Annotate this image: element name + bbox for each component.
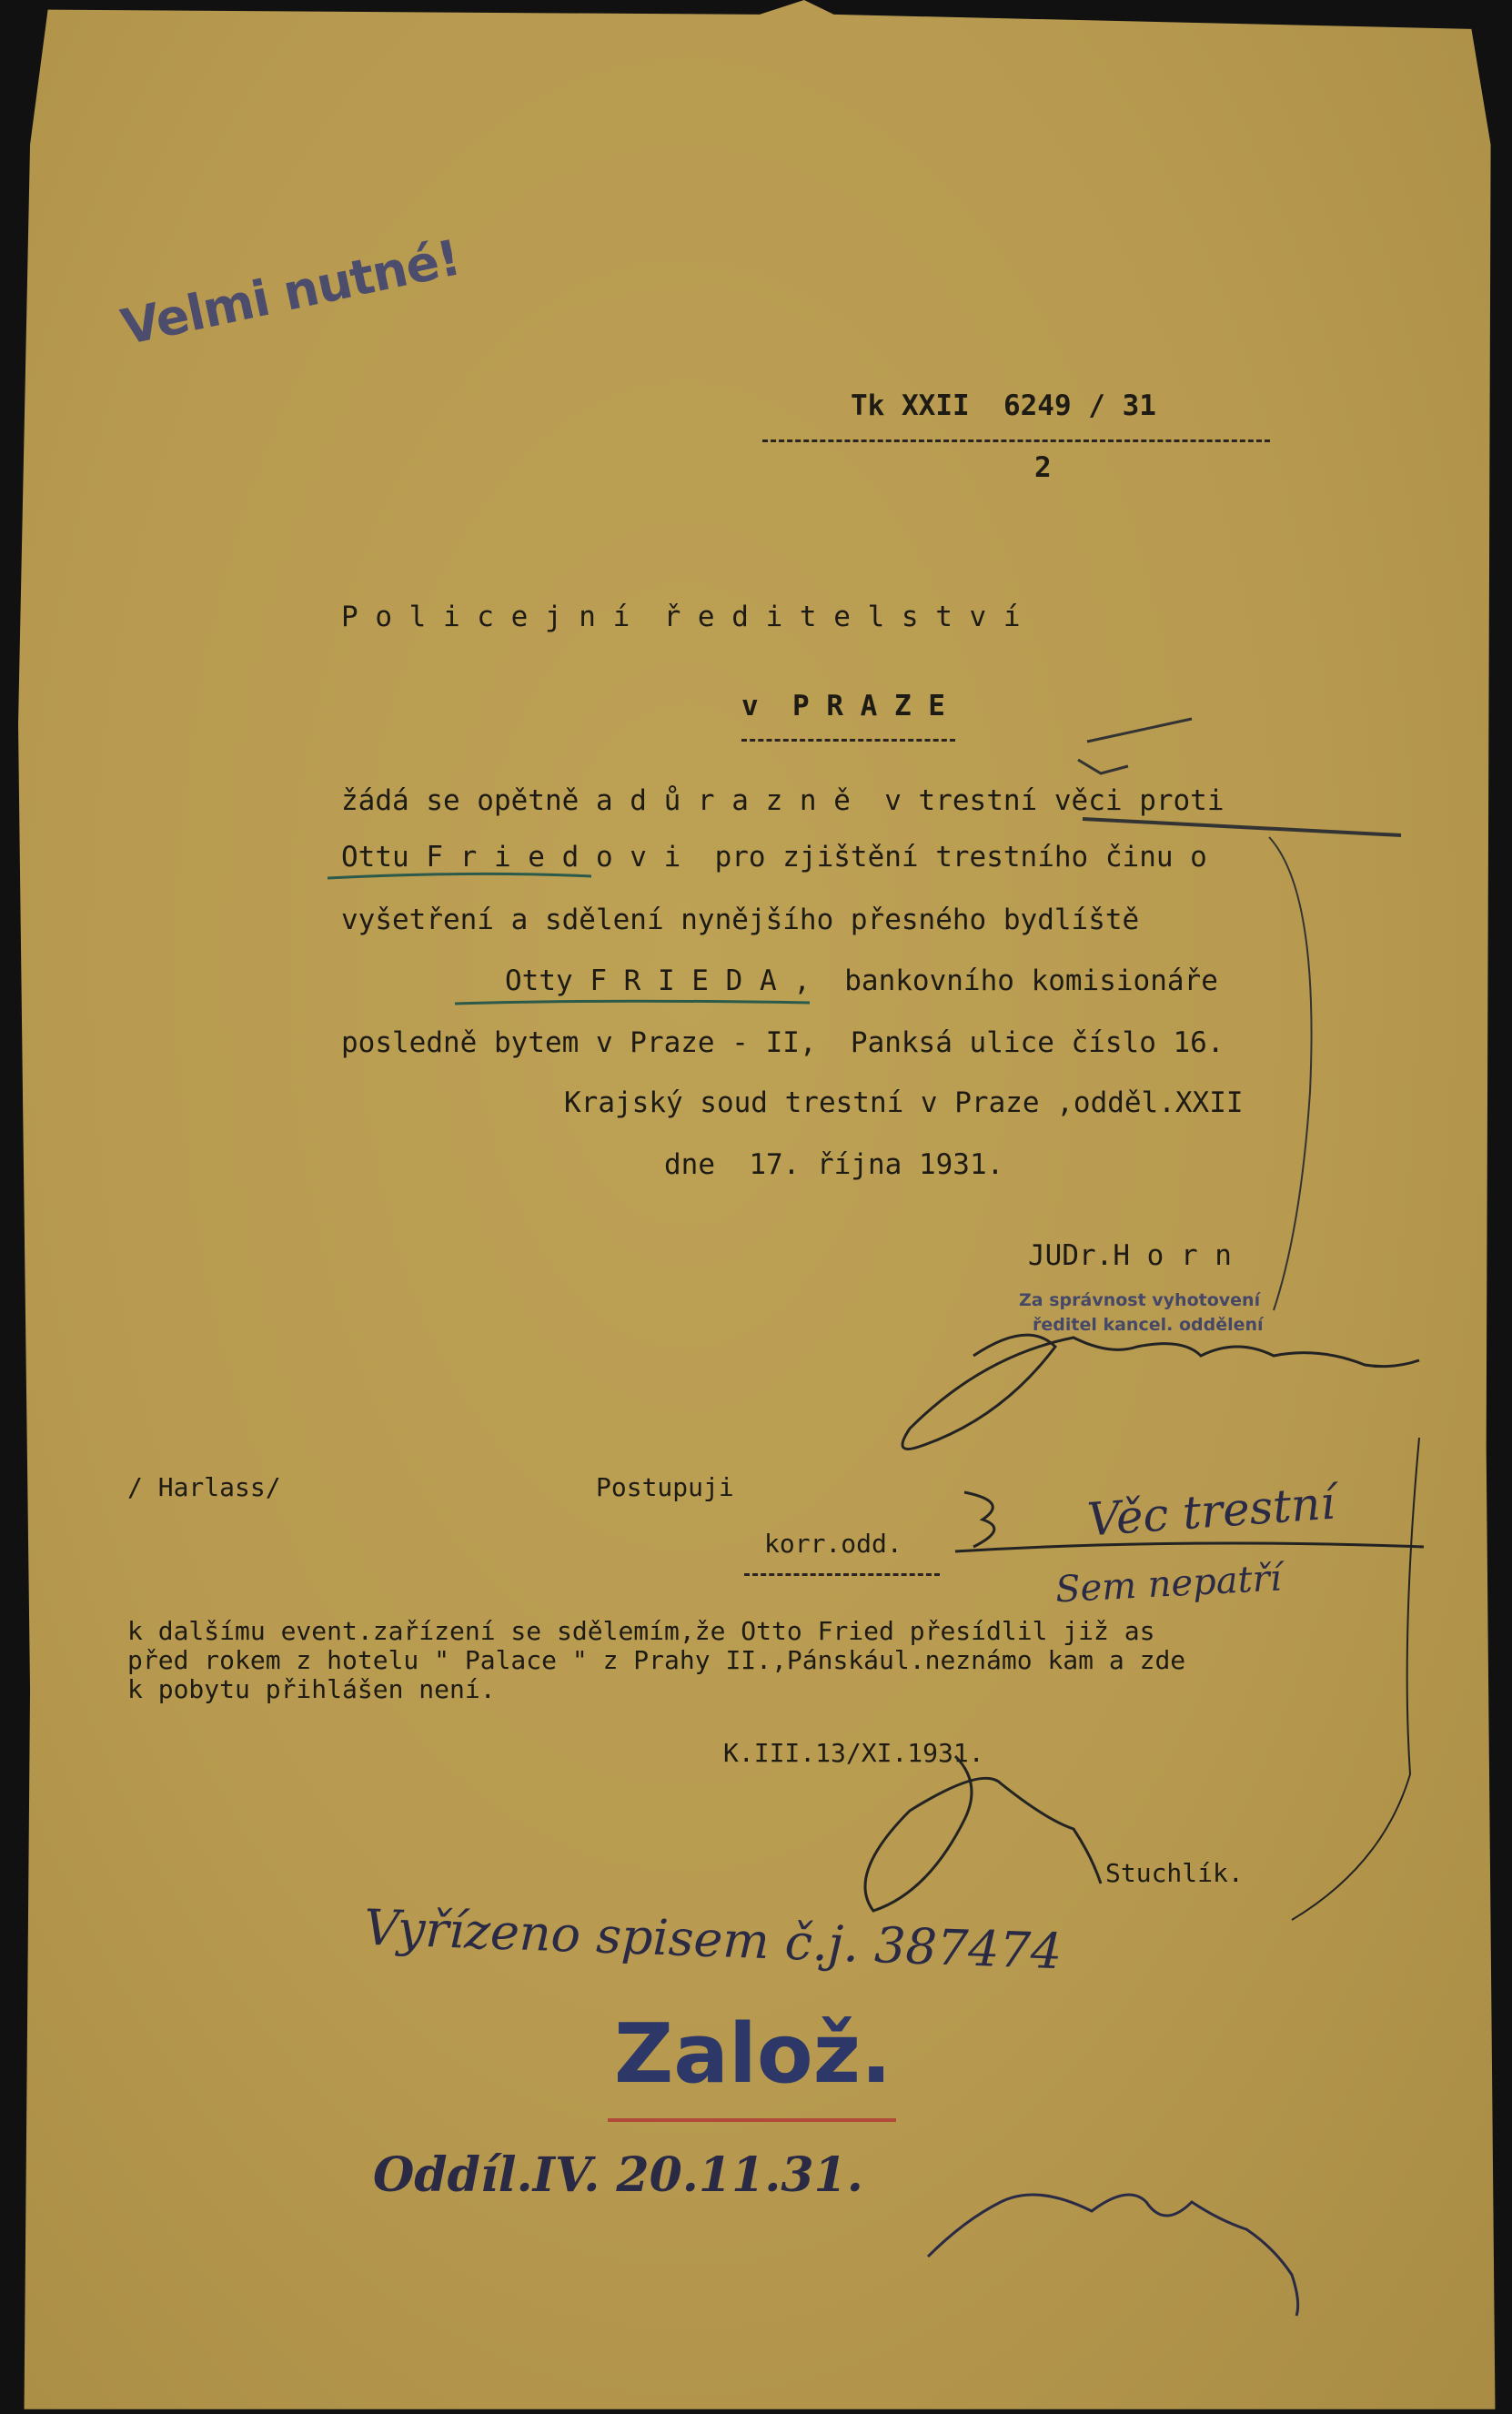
long-margin-stroke <box>1292 1438 1419 1920</box>
reply-line: k pobytu přihlášen není. <box>127 1674 496 1704</box>
signatory: JUDr.H o r n <box>1028 1239 1232 1272</box>
reply-signatory: Stuchlík. <box>1105 1858 1244 1888</box>
number-three-mark <box>964 1492 994 1547</box>
signature-horn <box>902 1335 1419 1449</box>
note-underline <box>955 1543 1424 1551</box>
reply-line: k dalšímu event.zařízení se sdělemím,že Otto Fried přesídlil již as <box>127 1616 1155 1646</box>
harlass-name: / Harlass/ <box>127 1472 281 1502</box>
reference-date: K.III.13/XI.1931. <box>723 1738 984 1768</box>
signature-stuchlik <box>865 1756 1101 1911</box>
handwritten-note-line: Věc trestní <box>1085 1476 1337 1547</box>
handwritten-note-line: Sem nepatří <box>1053 1557 1283 1611</box>
addressee-city: v P R A Z E <box>741 690 945 722</box>
sheet-number: 2 <box>1034 451 1052 484</box>
correctness-stamp-line: Za správnost vyhotovení <box>1019 1290 1261 1310</box>
margin-line <box>1269 837 1312 1310</box>
strike-line <box>1083 819 1401 835</box>
handwritten-department-date: Oddíl.IV. 20.11.31. <box>373 2147 863 2203</box>
body-line: vyšetření a sdělení nynějšího přesného bydlíště <box>341 904 1140 936</box>
file-number: Tk XXII 6249 / 31 <box>851 389 1156 422</box>
margin-scribble <box>1078 719 1192 773</box>
name-underline-2 <box>455 1001 810 1004</box>
reply-line: před rokem z hotelu " Palace " z Prahy II.,Pánskául.neznámo kam a zde <box>127 1645 1186 1675</box>
correctness-stamp-line: ředitel kancel. oddělení <box>1033 1315 1264 1335</box>
department: korr.odd. <box>764 1529 902 1559</box>
forward-text: Postupuji <box>596 1472 734 1502</box>
body-line: posledně bytem v Praze - II, Panksá ulice číslo 16. <box>341 1026 1225 1059</box>
body-line: Otty F R I E D A , bankovního komisionáře <box>505 965 1218 997</box>
body-line: žádá se opětně a d ů r a z n ě v trestní věci proti <box>341 784 1225 817</box>
handwritten-settled-note: Vyřízeno spisem č.j. 387474 <box>363 1898 1063 1981</box>
body-line: Krajský soud trestní v Praze ,odděl.XXII <box>564 1086 1244 1119</box>
name-underline-1 <box>328 874 591 878</box>
addressee: P o l i c e j n í ř e d i t e l s t v í <box>341 601 1021 633</box>
urgent-stamp: Velmi nutné! <box>116 228 465 357</box>
body-line: Ottu F r i e d o v i pro zjištění trestního činu o <box>341 841 1207 874</box>
body-line: dne 17. října 1931. <box>664 1148 1004 1181</box>
file-stamp: Založ. <box>614 2006 892 2102</box>
signature-svoboda <box>928 2195 1298 2316</box>
